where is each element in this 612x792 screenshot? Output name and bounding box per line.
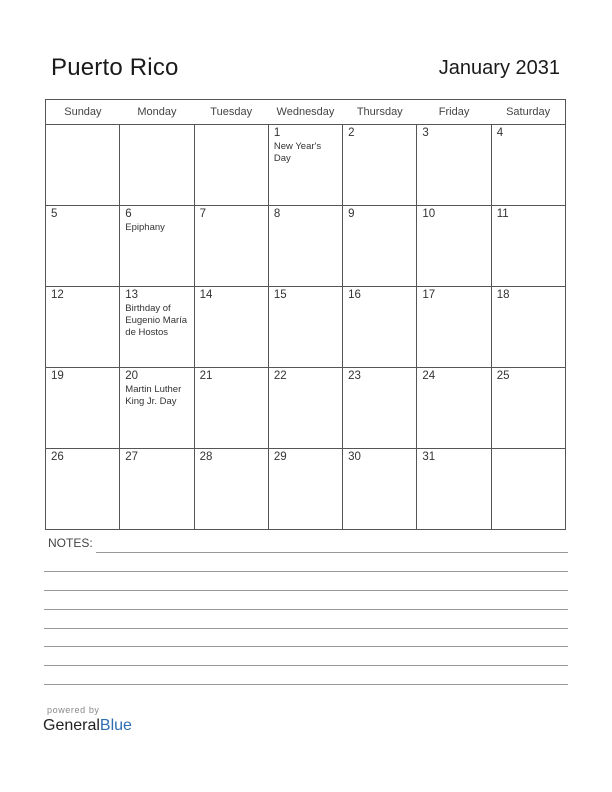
holiday-label: New Year's Day (273, 141, 322, 164)
weekday-header: Saturday (491, 100, 565, 125)
day-cell (491, 449, 565, 530)
day-cell (343, 206, 417, 287)
day-cell (343, 287, 417, 368)
weekday-header: Sunday (46, 100, 120, 125)
day-cell (120, 368, 194, 449)
day-number: 26 (51, 451, 64, 463)
day-cell (194, 206, 268, 287)
day-cell (194, 368, 268, 449)
day-cell (120, 449, 194, 530)
weekday-header: Tuesday (194, 100, 268, 125)
day-cell (268, 206, 342, 287)
day-number: 30 (348, 451, 361, 463)
day-cell (46, 368, 120, 449)
day-number: 14 (199, 289, 213, 301)
note-line (44, 684, 568, 685)
day-cell (268, 449, 342, 530)
note-line (44, 665, 568, 666)
day-cell (343, 368, 417, 449)
day-cell (417, 449, 491, 530)
day-cell (343, 449, 417, 530)
day-number: 8 (273, 208, 281, 220)
day-cell (417, 125, 491, 206)
day-cell (194, 287, 268, 368)
weekday-header: Wednesday (268, 100, 342, 125)
holiday-label: Epiphany (125, 222, 165, 233)
day-number: 27 (125, 451, 139, 463)
note-line (44, 590, 568, 591)
day-cell (491, 368, 565, 449)
day-cell (343, 125, 417, 206)
country-title: Puerto Rico (51, 54, 179, 81)
day-number: 7 (199, 208, 206, 220)
day-cell (46, 449, 120, 530)
day-number: 20 (125, 370, 139, 382)
week-row (46, 287, 566, 368)
note-line (44, 609, 568, 610)
day-number: 23 (348, 370, 361, 382)
day-cell (268, 125, 342, 206)
week-row (46, 206, 566, 287)
holiday-label: Martin Luther King Jr. Day (125, 384, 182, 407)
day-number: 6 (125, 208, 132, 220)
day-cell (46, 206, 120, 287)
day-cell (120, 287, 194, 368)
weekday-header: Friday (417, 100, 491, 125)
day-number: 31 (422, 451, 436, 463)
day-cell (46, 287, 120, 368)
weekday-header: Thursday (343, 100, 417, 125)
day-number: 11 (496, 208, 509, 220)
day-number: 24 (422, 370, 436, 382)
day-cell (120, 206, 194, 287)
day-cell (268, 368, 342, 449)
day-number: 21 (199, 370, 213, 382)
day-number: 5 (51, 208, 58, 220)
day-number: 17 (422, 289, 436, 301)
note-line (44, 628, 568, 629)
day-number: 12 (51, 289, 64, 301)
week-row (46, 449, 566, 530)
note-line (44, 646, 568, 647)
day-cell (194, 125, 268, 206)
day-cell (120, 125, 194, 206)
day-number: 4 (496, 127, 504, 139)
brand-name-general: General (43, 717, 100, 734)
day-number: 18 (496, 289, 510, 301)
day-cell (417, 368, 491, 449)
day-number: 29 (273, 451, 287, 463)
day-number: 15 (273, 289, 287, 301)
day-number: 1 (273, 127, 281, 139)
day-number: 2 (348, 127, 355, 139)
day-cell (417, 206, 491, 287)
notes-label: NOTES: (48, 536, 93, 550)
day-number: 22 (273, 370, 287, 382)
weekday-header: Monday (120, 100, 194, 125)
day-number: 16 (348, 289, 361, 301)
day-cell (491, 125, 565, 206)
day-number: 19 (51, 370, 64, 382)
brand-logo (43, 717, 132, 735)
day-cell (46, 125, 120, 206)
day-cell (194, 449, 268, 530)
note-line (44, 571, 568, 572)
weekday-header-row (46, 100, 566, 125)
day-cell (417, 287, 491, 368)
week-row (46, 368, 566, 449)
holiday-label: Birthday of Eugenio María de Hostos (125, 303, 188, 338)
powered-by-text: powered by (47, 705, 100, 715)
day-cell (268, 287, 342, 368)
day-number: 9 (348, 208, 355, 220)
brand-name-blue: Blue (99, 717, 132, 734)
day-cell (491, 206, 565, 287)
day-cell (491, 287, 565, 368)
note-line (96, 552, 568, 553)
calendar-grid (45, 99, 566, 530)
day-number: 10 (422, 208, 436, 220)
day-number: 28 (199, 451, 213, 463)
day-number: 13 (125, 289, 139, 301)
month-year-title: January 2031 (438, 57, 560, 79)
day-number: 25 (496, 370, 510, 382)
week-row (46, 125, 566, 206)
day-number: 3 (422, 127, 429, 139)
